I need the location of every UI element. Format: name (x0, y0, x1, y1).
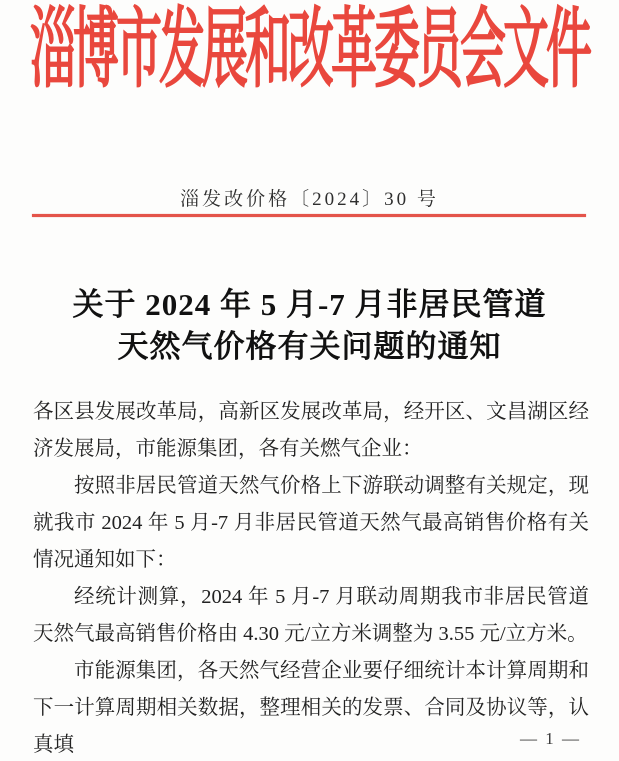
letterhead-title: 淄博市发展和改革委员会文件 (30, 1, 589, 99)
document-title-line1: 关于 2024 年 5 月-7 月非居民管道 (72, 287, 547, 322)
page-number: — 1 — (520, 729, 581, 748)
body-paragraph-price-adjustment: 经统计测算，2024 年 5 月-7 月联动周期我市非居民管道天然气最高销售价格由 4.30 元/立方米调整为 3.55 元/立方米。 (33, 586, 589, 645)
document-title (0, 284, 619, 368)
document-body (33, 394, 589, 761)
body-paragraph-salutation: 各区县发展改革局，高新区发展改革局，经开区、文昌湖区经济发展局，市能源集团，各有关燃气企业： (33, 401, 589, 460)
document-number: 淄发改价格〔2024〕30 号 (180, 189, 439, 210)
red-divider-line (32, 214, 586, 217)
body-paragraph-intro: 按照非居民管道天然气价格上下游联动调整有关规定，现就我市 2024 年 5 月-7 月非居民管道天然气最高销售价格有关情况通知如下： (33, 475, 589, 571)
document-title-line2: 天然气价格有关问题的通知 (117, 329, 502, 364)
body-paragraph-requirements: 市能源集团，各天然气经营企业要仔细统计本计算周期和下一计算周期相关数据，整理相关的发票、合同及协议等，认真填 (33, 660, 589, 756)
